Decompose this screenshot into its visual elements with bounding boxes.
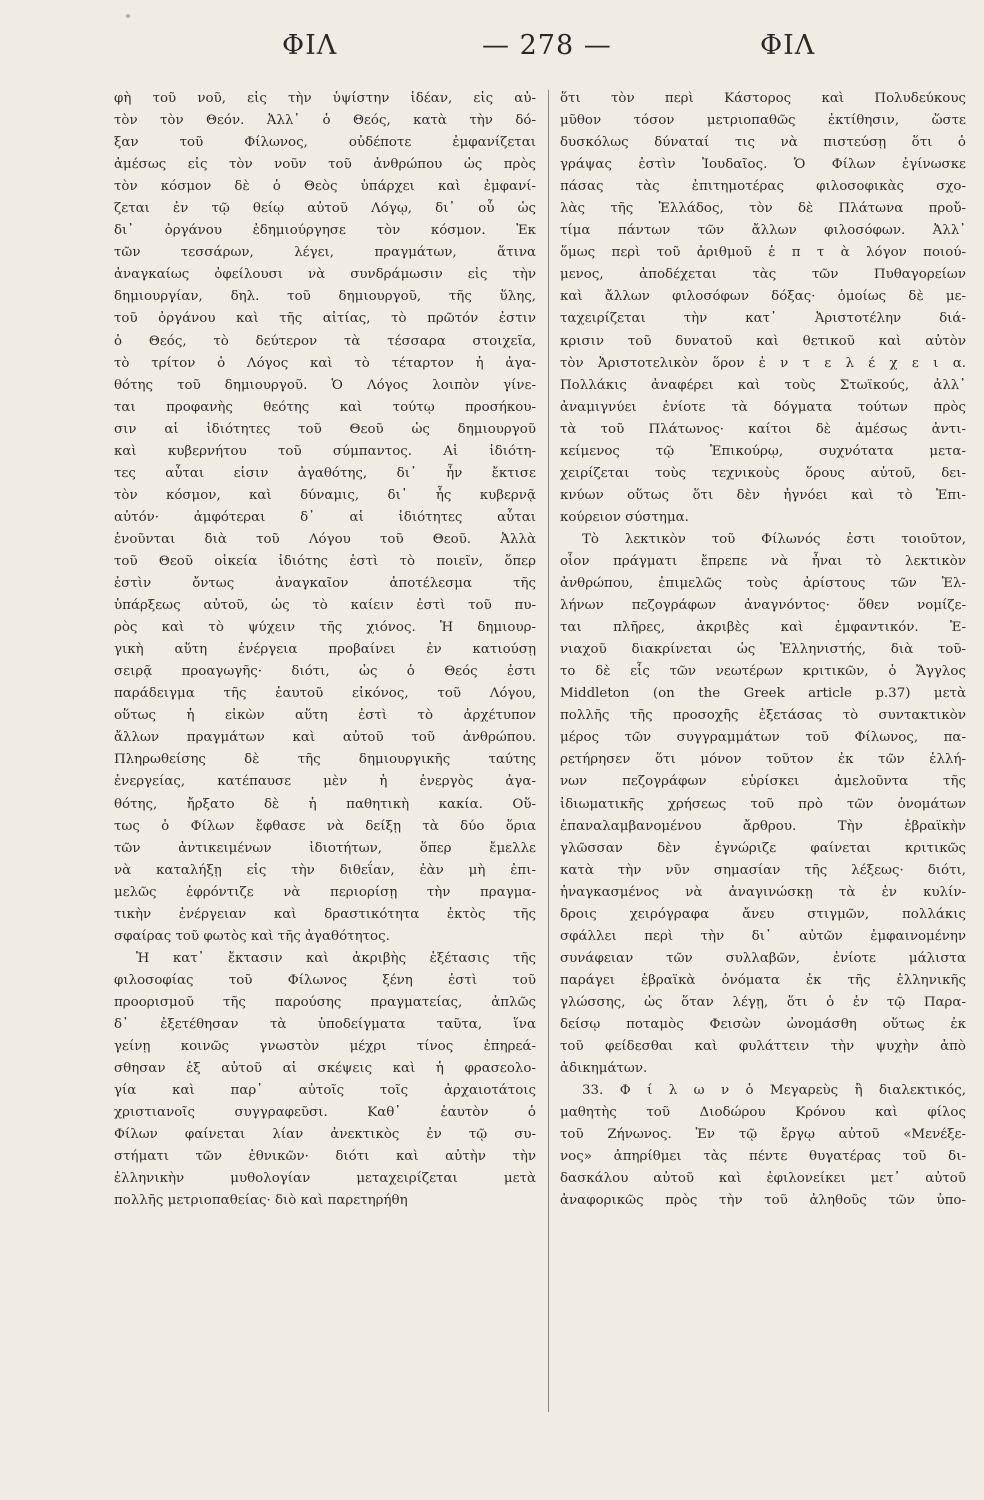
text-line: φὴ τοῦ νοῦ, εἰς τὴν ὑψίστην ἰδέαν, εἰς αὐ- <box>114 91 536 106</box>
text-line: ὑπάρξεως αὐτοῦ, ὡς τὸ καίειν ἐστὶ τοῦ πυ- <box>114 598 536 614</box>
text-line: χειρίζεται τοὺς τεχνικοὺς ὅρους αὐτοῦ, δει- <box>560 465 966 481</box>
text-line: ἀμέσως εἰς τὸν νοῦν τοῦ ἀνθρώπου ὡς πρὸς <box>114 157 536 173</box>
text-line: τὸ τρίτον ὁ Λόγος καὶ τὸ τέταρτον ἡ ἀγα- <box>114 355 536 371</box>
text-line: ταχειρίζεται τὴν κατ᾽ Ἀριστοτέλην διά- <box>560 311 966 327</box>
text-line: πολλῆς μετριοπαθείας· διὸ καὶ παρετηρήθη <box>114 1193 408 1209</box>
text-line: Φίλων φαίνεται λίαν ἀνεκτικὸς ἐν τῷ συ- <box>114 1127 536 1143</box>
text-line: ἐνεργείας, κατέπαυσε μὲν ἡ ἐνεργὸς ἀγα- <box>114 774 536 790</box>
text-line: νων πεζογράφων εὑρίσκει ἀμελοῦντα τῆς <box>560 774 966 790</box>
text-line: παράγει ἑβραϊκὰ ὀνόματα ἐκ τῆς ἑλληνικῆς <box>560 972 966 988</box>
text-line: χριστιανοῖς συγγραφεῦσι. Καθ᾽ ἑαυτὸν ὁ <box>114 1105 536 1121</box>
text-line: τες αὗται εἰσιν ἀγαθότης, δι᾽ ἧν ἔκτισε <box>114 465 536 481</box>
text-line: πολλῆς τῆς προσοχῆς ἐξετάσας τὸ συντακτικὸν <box>560 708 966 724</box>
text-line: τὰ τοῦ Πλάτωνος· καίτοι δὲ ἀμέσως ἀντι- <box>560 421 966 437</box>
text-line: νος» ἀπηρίθμει τὰς πέντε θυγατέρας τοῦ δι- <box>560 1149 966 1165</box>
text-line: ξαν τοῦ Φίλωνος, οὐδέποτε ἐμφανίζεται <box>114 135 536 151</box>
running-head-right: ΦΙΛ <box>760 30 816 61</box>
text-line: γία καὶ παρ᾽ αὐτοῖς τοῖς ἀρχαιοτάτοις <box>114 1083 536 1099</box>
right-text-column <box>560 88 966 1212</box>
text-line: δι᾽ ὀργάνου ἐδημιούργησε τὸν κόσμον. Ἐκ <box>114 223 536 239</box>
text-line: ἀναμιγνύει ἐνίοτε τὰ δόγματα τούτων πρὸς <box>560 399 966 415</box>
text-line: γικὴ αὕτη ἐνέργεια προβαίνει ἐν κατιούσῃ <box>114 642 536 658</box>
text-line: στήματι τῶν ἐθνικῶν· διότι καὶ αὐτὴν τὴν <box>114 1149 536 1165</box>
text-line: το δὲ εἷς τῶν νεωτέρων κριτικῶν, ὁ Ἄγγλος <box>560 664 966 680</box>
text-line: ἄλλων πραγμάτων καὶ αὐτοῦ τοῦ ἀνθρώπου. <box>114 730 536 746</box>
text-line: ται πλῆρες, ἀκριβὲς καὶ ἐμφαντικόν. Ἐ- <box>560 620 966 636</box>
text-line: νιαχοῦ διακρίνεται ὡς Ἑλληνιστής, διὰ τοῦ- <box>560 642 966 658</box>
text-line: μέρος τῶν συγγραμμάτων τοῦ Φίλωνος, πα- <box>560 730 966 746</box>
running-head-left: ΦΙΛ <box>282 30 338 61</box>
text-line: τὸν κόσμον δὲ ὁ Θεὸς ὑπάρχει καὶ ἐμφανί- <box>114 179 536 195</box>
text-line: θότης, ἤρξατο δὲ ἡ παθητικὴ κακία. Οὕ- <box>114 796 536 812</box>
text-line: συνάφειαν τῶν συλλαβῶν, ἐνίοτε μάλιστα <box>560 950 966 966</box>
text-line: φιλοσοφίας τοῦ Φίλωνος ξένη ἐστὶ τοῦ <box>114 972 536 988</box>
text-line: τοῦ φείδεσθαι καὶ φυλάττειν τὴν ψυχὴν ἀπὸ <box>560 1039 966 1055</box>
text-line: ἀναφορικῶς πρὸς τὴν τοῦ ἀληθοῦς τῶν ὑπο- <box>560 1193 966 1209</box>
text-line: μαθητὴς τοῦ Διοδώρου Κρόνου καὶ φίλος <box>560 1105 966 1121</box>
text-line: Τὸ λεκτικὸν τοῦ Φίλωνός ἐστι τοιοῦτον, <box>582 531 966 547</box>
text-line: τως ὁ Φίλων ἔφθασε νὰ δείξῃ τὰ δύο ὅρια <box>114 818 536 834</box>
text-line: ὅτι τὸν περὶ Κάστορος καὶ Πολυδεύκους <box>560 91 966 106</box>
text-line: ἰδιωματικῆς χρήσεως τοῦ πρὸ τῶν ὀνομάτων <box>560 796 966 812</box>
text-line: κνύων οὕτως ὅτι δὲν ἠγνόει καὶ τὸ Ἐπι- <box>560 487 966 503</box>
text-line: ἑνοῦνται διὰ τοῦ Λόγου τοῦ Θεοῦ. Ἀλλὰ <box>114 531 536 547</box>
text-line: μῦθον τόσον μετριοπαθῶς ἐκτίθησιν, ὥστε <box>560 113 966 129</box>
text-line: τῶν ἀντικειμένων ἰδιοτήτων, ὅπερ ἔμελλε <box>114 840 536 856</box>
text-line: προορισμοῦ τῆς παρούσης πραγματείας, ἁπλῶς <box>114 994 536 1010</box>
text-line: δροις χειρόγραφα ἄνευ στιγμῶν, πολλάκις <box>560 906 966 922</box>
text-line: δυσκόλως δύναταί τις νὰ πιστεύσῃ ὅτι ὁ <box>560 135 966 151</box>
text-line: τίμα πάντων τῶν ἄλλων φιλοσόφων. Ἀλλ᾽ <box>560 223 966 239</box>
text-line: τὸν Ἀριστοτελικὸν ὅρον ἐ ν τ ε λ έ χ ε ι α. <box>560 355 966 371</box>
text-line: σφαίρας τοῦ φωτὸς καὶ τῆς ἀγαθότητος. <box>114 928 390 944</box>
text-line: κατὰ τὴν νῦν σημασίαν τῆς λέξεως· διότι, <box>560 862 966 878</box>
text-line: ἑλληνικὴν μυθολογίαν μεταχειρίζεται μετὰ <box>114 1171 536 1187</box>
text-line: ρὸς καὶ τὸ ψύχειν τῆς χιόνος. Ἡ δημιουρ- <box>114 620 536 636</box>
text-line: γλῶσσαν δὲν ἐγνώριζε φαίνεται κριτικῶς <box>560 840 966 856</box>
column-divider <box>548 90 549 1412</box>
text-line: δ᾽ ἐξετέθησαν τὰ ὑποδείγματα ταῦτα, ἵνα <box>114 1016 536 1032</box>
text-line: ἀνθρώπου, ἐπιμελῶς τοὺς ἀρίστους τῶν Ἑλ- <box>560 576 966 592</box>
text-line: ται προφανὴς θεότης καὶ τούτῳ προσήκου- <box>114 399 536 415</box>
text-line: ἐστὶν ὄντως ἀναγκαῖον ἀποτέλεσμα τῆς <box>114 576 536 592</box>
text-line: τοῦ Ζήνωνος. Ἐν τῷ ἔργῳ αὐτοῦ «Μενέξε- <box>560 1127 966 1143</box>
text-line: κούρειον σύστημα. <box>560 509 689 525</box>
text-line: σειρᾷ προαγωγῆς· διότι, ὡς ὁ Θεός ἐστι <box>114 664 536 680</box>
text-line: γλώσσης, ὡς ὅταν λέγῃ, ὅτι ὁ ἐν τῷ Παρα- <box>560 994 966 1010</box>
text-line: σιν αἱ ἰδιότητες τοῦ Θεοῦ ὡς δημιουργοῦ <box>114 421 536 437</box>
text-line: σθησαν ἐξ αὐτοῦ αἱ σκέψεις καὶ ἡ φρασεολο- <box>114 1061 536 1077</box>
text-line: μελῶς ἐφρόντιζε νὰ περιορίσῃ τὴν πραγμα- <box>114 884 536 900</box>
text-line: γράψας ἐστὶν Ἰουδαῖος. Ὁ Φίλων ἐγίνωσκε <box>560 157 966 173</box>
text-line: τῶν τεσσάρων, λέγει, πραγμάτων, ἅτινα <box>114 245 536 261</box>
text-line: σφάλλει περὶ τὴν δι᾽ αὐτῶν ἐμφαινομένην <box>560 928 966 944</box>
text-line: κείμενος τῷ Ἐπικούρῳ, συχνότατα μετα- <box>560 443 966 459</box>
text-line: δείσῳ ποταμὸς Φεισὼν ὠνομάσθη οὕτως ἐκ <box>560 1016 966 1032</box>
text-line: ἀναγκαίως ὀφείλουσι νὰ συνδράμωσιν εἰς τὴν <box>114 267 536 283</box>
text-line: 33. Φ ί λ ω ν ὁ Μεγαρεὺς ἢ διαλεκτικός, <box>582 1083 966 1099</box>
text-line: τὸν τὸν Θεόν. Ἀλλ᾽ ὁ Θεός, κατὰ τὴν δό- <box>114 113 536 129</box>
ink-speck <box>126 14 130 18</box>
text-line: γείνῃ κοινῶς γνωστὸν μέχρι τίνος ἐπηρεά- <box>114 1039 536 1055</box>
text-line: θότης τοῦ δημιουργοῦ. Ὁ Λόγος λοιπὸν γίνε- <box>114 377 536 393</box>
text-line: καὶ ἄλλων φιλοσόφων δόξας· ὁμοίως δὲ με- <box>560 289 966 305</box>
text-line: Middleton (on the Greek article p.37) μετὰ <box>560 686 966 702</box>
text-line: παράδειγμα τῆς ἑαυτοῦ εἰκόνος, τοῦ Λόγου, <box>114 686 536 702</box>
text-line: ἠναγκασμένος νὰ ἀναγινώσκῃ τὰ ἐν κυλίν- <box>560 884 966 900</box>
text-line: Πληρωθείσης δὲ τῆς δημιουργικῆς ταύτης <box>114 752 536 768</box>
text-line: δασκάλου αὐτοῦ καὶ ἐφιλονείκει μετ᾽ αὐτοῦ <box>560 1171 966 1187</box>
text-line: ὅμως περὶ τοῦ ἀριθμοῦ ἑ π τ ὰ λόγον ποιού- <box>560 245 966 261</box>
text-line: πάσας τὰς ἐπιτημοτέρας φιλοσοφικὰς σχο- <box>560 179 966 195</box>
text-line: ἀδικημάτων. <box>560 1061 648 1077</box>
text-line: ζεται ἐν τῷ θείῳ αὐτοῦ Λόγῳ, δι᾽ οὗ ὡς <box>114 201 536 217</box>
left-text-column <box>114 88 536 1212</box>
page-number: — 278 — <box>482 30 612 61</box>
text-line: τοῦ Θεοῦ οἰκεία ἰδιότης ἐστὶ τὸ ποιεῖν, ὅπερ <box>114 553 536 569</box>
text-line: Πολλάκις ἀναφέρει καὶ τοὺς Στωϊκούς, ἀλλ᾽ <box>560 377 966 393</box>
text-line: νὰ καταλήξῃ εἰς τὴν διθεΐαν, ἐὰν μὴ ἐπι- <box>114 862 536 878</box>
text-line: ὁ Θεός, τὸ δεύτερον τὰ τέσσαρα στοιχεῖα, <box>114 333 536 349</box>
text-line: τικὴν ἐνέργειαν καὶ δραστικότητα ἐκτὸς τῆς <box>114 906 536 922</box>
text-line: ρετήρησεν ὅτι μόνον τοῦτον ἐκ τῶν ἑλλή- <box>560 752 966 768</box>
text-line: οἷον πράγματι ἔπρεπε νὰ ἦναι τὸ λεκτικὸν <box>560 553 966 569</box>
text-line: τοῦ ὀργάνου καὶ τῆς αἰτίας, τὸ πρῶτόν ἐστιν <box>114 311 536 327</box>
text-line: καὶ κυβερνήτου τοῦ σύμπαντος. Αἱ ἰδιότη- <box>114 443 536 459</box>
text-line: Ἡ κατ᾽ ἔκτασιν καὶ ἀκριβὴς ἐξέτασις τῆς <box>136 950 536 966</box>
text-line: λήνων πεζογράφων ἀναγνόντος· ὅθεν νομίζε- <box>560 598 966 614</box>
text-line: μενος, ἀποδέχεται τὰς τῶν Πυθαγορείων <box>560 267 966 283</box>
text-line: οὕτως ἡ εἰκὼν αὕτη ἐστὶ τὸ ἀρχέτυπον <box>114 708 536 724</box>
text-line: κρισιν τοῦ δυνατοῦ καὶ θετικοῦ καὶ αὐτὸν <box>560 333 966 349</box>
text-line: τὸν κόσμον, καὶ δύναμις, δι᾽ ἧς κυβερνᾷ <box>114 487 536 503</box>
text-line: αὐτόν· ἀμφότεραι δ᾽ αἱ ἰδιότητες αὗται <box>114 509 536 525</box>
text-line: ἐπαναλαμβανομένου ἄρθρου. Τὴν ἑβραϊκὴν <box>560 818 966 834</box>
text-line: δημιουργίαν, δηλ. τοῦ δημιουργοῦ, τῆς ὕλης, <box>114 289 536 305</box>
text-line: λὰς τῆς Ἑλλάδος, τὸν δὲ Πλάτωνα προὔ- <box>560 201 966 217</box>
